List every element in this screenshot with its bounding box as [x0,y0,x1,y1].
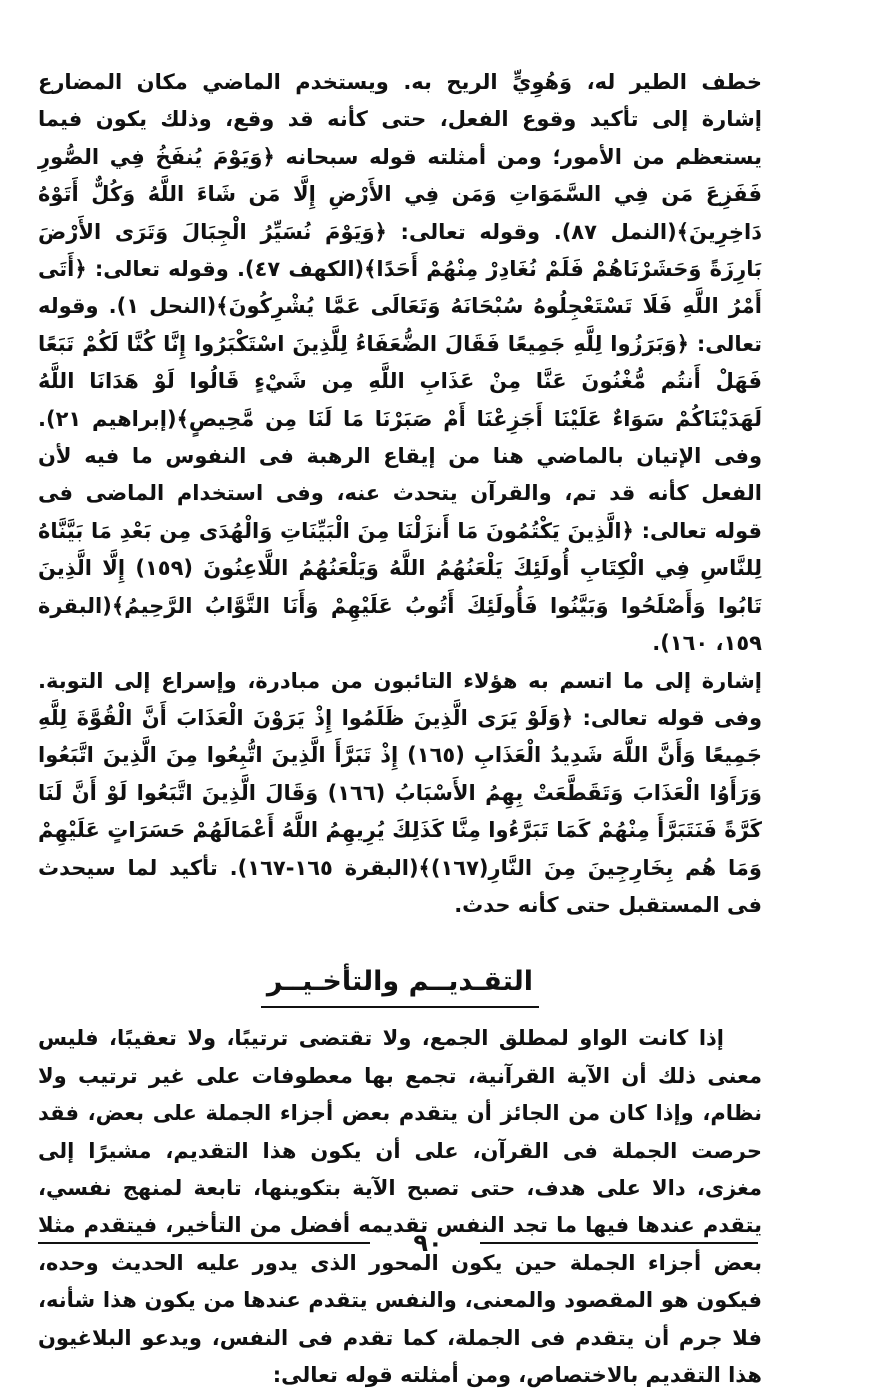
body-paragraph-1: خطف الطير له، وَهُوِيٍّ الريح به. ويستخدم الماضي مكان المضارع إشارة إلى تأكيد وقوع الفعل، حتى كأنه قد وقع، وذلك يكون فيما يستعظم من الأمور؛ ومن أمثلته قوله سبحانه ﴿وَيَوْمَ يُنفَخُ فِي الصُّورِ فَفَزِعَ مَن فِي السَّمَوَاتِ وَمَن فِي الأَرْضِ إِلَّا مَن شَاءَ اللَّهُ وَكُلٌّ أَتَوْهُ دَاخِرِينَ﴾(النمل ٨٧). وقوله تعالى: ﴿وَيَوْمَ نُسَيِّرُ الْجِبَالَ وَتَرَى الأَرْضَ بَارِزَةً وَحَشَرْنَاهُمْ فَلَمْ نُغَادِرْ مِنْهُمْ أَحَدًا﴾(الكهف ٤٧). وقوله تعالى: ﴿أَتَى أَمْرُ اللَّهِ فَلَا تَسْتَعْجِلُوهُ سُبْحَانَهُ وَتَعَالَى عَمَّا يُشْرِكُونَ﴾(النحل ١). وقوله تعالى: ﴿وَبَرَزُوا لِلَّهِ جَمِيعًا فَقَالَ الضُّعَفَاءُ لِلَّذِينَ اسْتَكْبَرُوا إِنَّا كُنَّا لَكُمْ تَبَعًا فَهَلْ أَنتُم مُّغْنُونَ عَنَّا مِنْ عَذَابِ اللَّهِ مِن شَيْءٍ قَالُوا لَوْ هَدَانَا اللَّهُ لَهَدَيْنَاكُمْ سَوَاءٌ عَلَيْنَا أَجَزِعْنَا أَمْ صَبَرْنَا مَا لَنَا مِن مَّحِيصٍ﴾(إبراهيم ٢١). وفى الإتيان بالماضي هنا من إيقاع الرهبة فى النفوس ما فيه لأن الفعل كأنه قد تم، والقرآن يتحدث عنه، وفى استخدام الماضى فى قوله تعالى: ﴿الَّذِينَ يَكْتُمُونَ مَا أَنزَلْنَا مِنَ الْبَيِّنَاتِ وَالْهُدَى مِن بَعْدِ مَا بَيَّنَّاهُ لِلنَّاسِ فِي الْكِتَابِ أُولَئِكَ يَلْعَنُهُمُ اللَّهُ وَيَلْعَنُهُمُ اللَّاعِنُونَ (١٥٩) إِلَّا الَّذِينَ تَابُوا وَأَصْلَحُوا وَبَيَّنُوا فَأُولَئِكَ أَتُوبُ عَلَيْهِمْ وَأَنَا التَّوَّابُ الرَّحِيمُ﴾(البقرة ١٥٩، ١٦٠). [38,70,763,656]
section-heading-text: التقـديــم والتأخـيــر [261,962,539,1008]
book-page [38,64,763,1387]
section-heading [38,962,762,1008]
page-footer [38,1228,758,1258]
body-paragraph-2: إشارة إلى ما اتسم به هؤلاء التائبون من مبادرة، وإسراع إلى التوبة. وفى قوله تعالى: ﴿وَلَوْ يَرَى الَّذِينَ ظَلَمُوا إِذْ يَرَوْنَ الْعَذَابَ أَنَّ الْقُوَّةَ لِلَّهِ جَمِيعًا وَأَنَّ اللَّهَ شَدِيدُ الْعَذَابِ (١٦٥) إِذْ تَبَرَّأَ الَّذِينَ اتُّبِعُوا مِنَ الَّذِينَ اتَّبَعُوا وَرَأَوُا الْعَذَابَ وَتَقَطَّعَتْ بِهِمُ الأَسْبَابُ (١٦٦) وَقَالَ الَّذِينَ اتَّبَعُوا لَوْ أَنَّ لَنَا كَرَّةً فَنَتَبَرَّأَ مِنْهُمْ كَمَا تَبَرَّءُوا مِنَّا كَذَلِكَ يُرِيهِمُ اللَّهُ أَعْمَالَهُمْ حَسَرَاتٍ عَلَيْهِمْ وَمَا هُم بِخَارِجِينَ مِنَ النَّارِ(١٦٧)﴾(البقرة ١٦٥-١٦٧). تأكيد لما سيحدث فى المستقبل حتى كأنه حدث. [38,668,762,917]
section-paragraph: إذا كانت الواو لمطلق الجمع، ولا تقتضى ترتيبًا، ولا تعقيبًا، فليس معنى ذلك أن الآية القرآنية، تجمع بها معطوفات على غير ترتيب ولا نظام، وإذا كان من الجائز أن يتقدم بعض أجزاء الجملة على بعض، فقد حرصت الجملة فى القرآن، على أن يكون هذا التقديم، مشيرًا إلى مغزى، دالا على هدف، حتى تصبح الآية بتكوينها، تابعة لمنهج نفسي، يتقدم عندها فيها ما تجد النفس تقديمه أفضل من التأخير، فيتقدم مثلا بعض أجزاء الجملة حين يكون المحور الذى يدور عليه الحديث وحده، فيكون هو المقصود والمعنى، والنفس يتقدم عندها من يكون هذا شأنه، فلا جرم أن يتقدم فى الجملة، كما تقدم فى النفس، ويدعو البلاغيون هذا التقديم بالاختصاص، ومن أمثلته قوله تعالى: [38,1026,762,1387]
footer-rule-left [38,1242,370,1244]
footer-rule-right [480,1242,758,1244]
page-number: ٩٠ [413,1229,443,1257]
